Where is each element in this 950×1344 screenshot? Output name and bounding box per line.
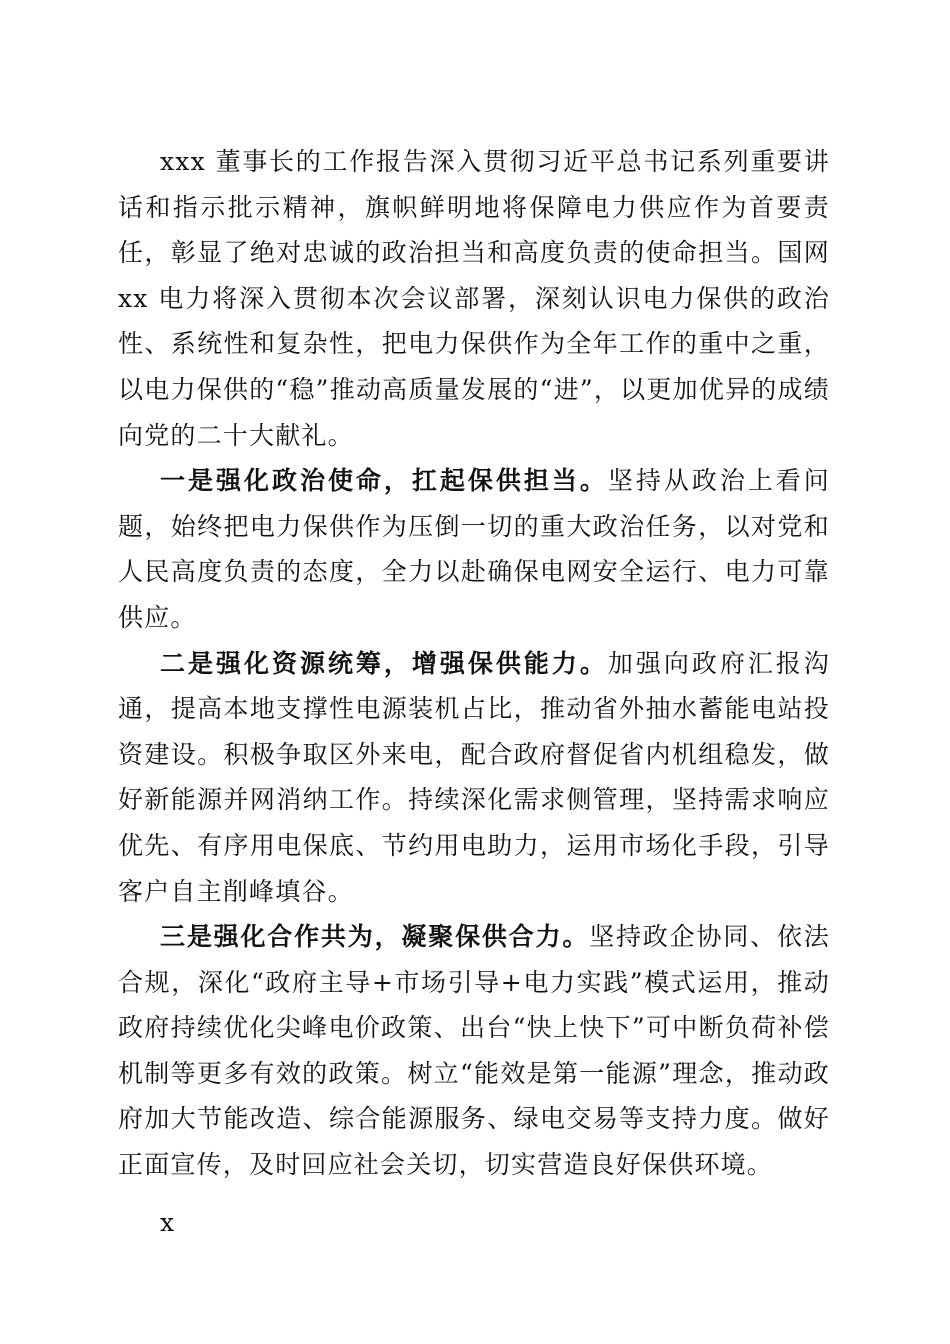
paragraph-intro-text: xxx 董事长的工作报告深入贯彻习近平总书记系列重要讲话和指示批示精神，旗帜鲜明地将保障电力供应作为首要责任，彰显了绝对忠诚的政治担当和高度负责的使命担当。国网 xx 电力将深入贯彻本次会议部署，深刻认识电力保供的政治性、系统性和复杂性，把电力保供作为全年工作的重中之重，以电力保供的“稳”推动高质量发展的“进”，以更加优异的成绩向党的二十大献礼。 <box>118 147 830 450</box>
paragraph-point-3-heading: 三是强化合作共为，凝聚保供合力。 <box>160 922 590 952</box>
paragraph-intro <box>118 139 830 458</box>
paragraph-point-1 <box>118 458 830 640</box>
paragraph-point-1-text: 坚持从政治上看问题，始终把电力保供作为压倒一切的重大政治任务，以对党和人民高度负责的态度，全力以赴确保电网安全运行、电力可靠供应。 <box>118 466 830 632</box>
paragraph-point-2-heading: 二是强化资源统筹，增强保供能力。 <box>160 648 608 678</box>
paragraph-point-3-text: 坚持政企协同、依法合规，深化“政府主导+市场引导+电力实践”模式运用，推动政府持续优化尖峰电价政策、出台“快上快下”可中断负荷补偿机制等更多有效的政策。树立“能效是第一能源”理念，推动政府加大节能改造、综合能源服务、绿电交易等支持力度。做好正面宣传，及时回应社会关切，切实营造良好保供环境。 <box>118 922 830 1180</box>
paragraph-point-3 <box>118 914 830 1188</box>
trailing-text: x <box>160 1207 176 1237</box>
paragraph-point-2-text: 加强向政府汇报沟通，提高本地支撑性电源装机占比，推动省外抽水蓄能电站投资建设。积极争取区外来电，配合政府督促省内机组稳发，做好新能源并网消纳工作。持续深化需求侧管理，坚持需求响应优先、有序用电保底、节约用电助力，运用市场化手段，引导客户自主削峰填谷。 <box>118 648 830 906</box>
paragraph-point-1-heading: 一是强化政治使命，扛起保供担当。 <box>160 466 608 496</box>
document-body <box>118 139 830 1245</box>
paragraph-point-2 <box>118 641 830 915</box>
